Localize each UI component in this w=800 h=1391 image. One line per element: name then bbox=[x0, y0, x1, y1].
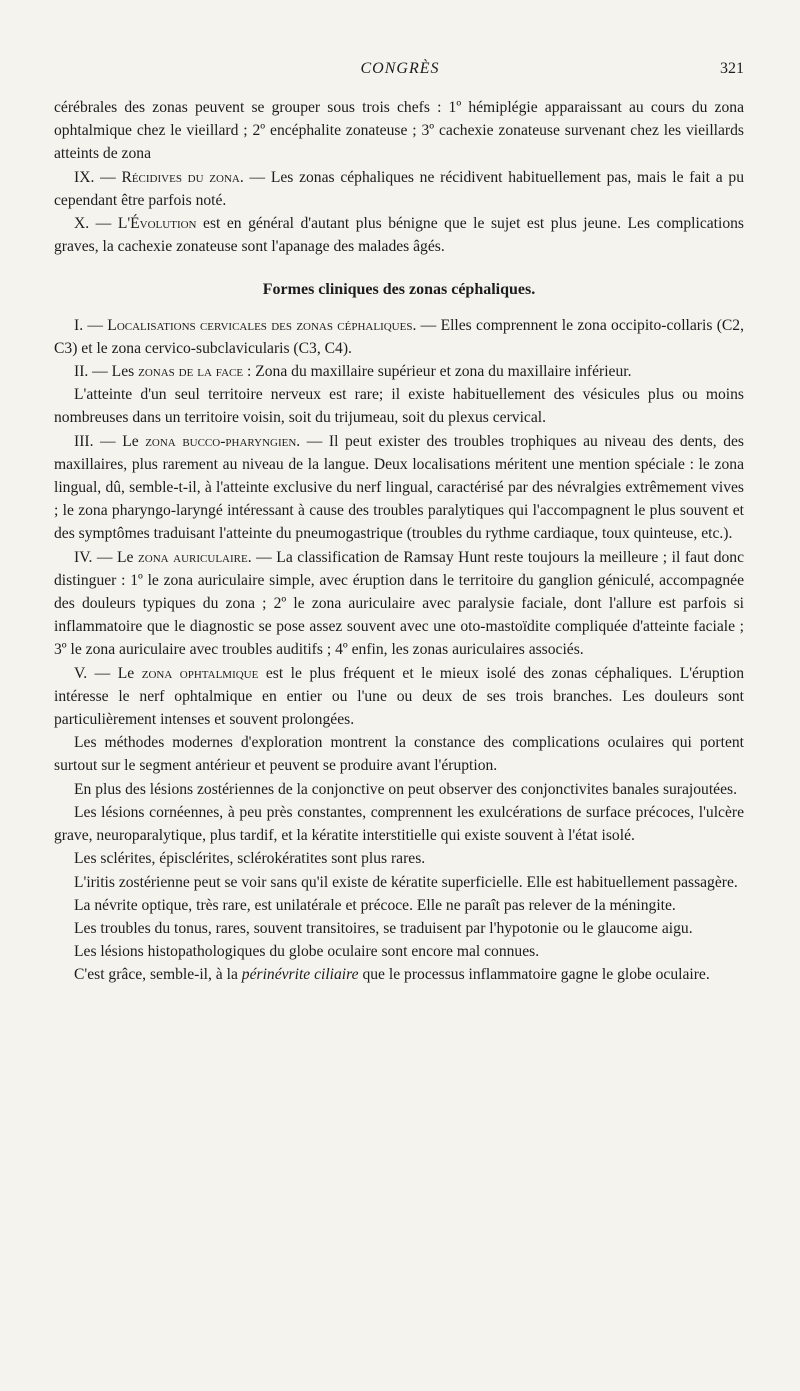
paragraph-methodes: Les méthodes modernes d'exploration montrent la constance des complications oculaires qui portent surtout sur le segment antérieur et peuvent se produire avant l'éruption. bbox=[54, 734, 744, 775]
paragraph-ix-heading: Récidives du zona. bbox=[121, 168, 244, 186]
paragraph-iv-auriculaire bbox=[54, 546, 744, 662]
paragraph-atteinte: L'atteinte d'un seul territoire nerveux est rare; il existe habituellement des vésicules plus ou moins nombreuses dans un territoire voisin, soit du trijumeau, soit du plexus cervical. bbox=[54, 386, 744, 427]
paragraph-i-heading: Localisations cervicales des zonas céphaliques. bbox=[107, 316, 417, 334]
paragraph-ix-number: IX. — bbox=[74, 168, 122, 186]
paragraph-nevrite: La névrite optique, très rare, est unilatérale et précoce. Elle ne paraît pas relever de la méningite. bbox=[74, 896, 676, 914]
paragraph-iritis: L'iritis zostérienne peut se voir sans qu'il existe de kératite superficielle. Elle est habituellement passagère. bbox=[74, 873, 738, 891]
paragraph-iii-heading: zona bucco-pharyngien. bbox=[145, 432, 301, 450]
page-number: 321 bbox=[720, 60, 744, 77]
paragraph-ix-recidives bbox=[54, 166, 744, 212]
paragraph-histopathologie: Les lésions histopathologiques du globe oculaire sont encore mal connues. bbox=[74, 943, 540, 961]
paragraph-iii-bucco bbox=[54, 430, 744, 546]
paragraph-ii-number: II. — Les bbox=[74, 363, 139, 381]
paragraph-iii-text: — Il peut exister des troubles trophiques au niveau des dents, des maxillaires, plus rarement au niveau de la langue. Deux localisations méritent une mention spéciale : le zona lingual, dû, semble-t-il, à l'atteinte exclusive du nerf lingual, caractérisé par des névralgies extrêmement vives ; le zona pharyngo-laryngé intéressant à cause des troubles paralytiques qui l'accompagnent le plus souvent et des symptômes traduisant l'atteinte du pneumogastrique (troubles du rythme cardiaque, toux quinteuse, etc.). bbox=[54, 432, 744, 543]
paragraph-ii-text: : Zona du maxillaire supérieur et zona du maxillaire inférieur. bbox=[243, 363, 632, 381]
paragraph-intro: cérébrales des zonas peuvent se grouper sous trois chefs : 1º hémiplégie apparaissant au cours du zona ophtalmique chez le vieillard ; 2º encéphalite zonateuse ; 3º cachexie zonateuse survenant chez les vieillards atteints de zona bbox=[54, 99, 744, 163]
paragraph-v-number: V. — Le bbox=[74, 664, 142, 682]
paragraph-perinevrite-lead: C'est grâce, semble-il, à la bbox=[74, 966, 242, 984]
paragraph-lesions-corneennes: Les lésions cornéennes, à peu près constantes, comprennent les exulcérations de surface précoces, l'ulcère grave, neuroparalytique, plus tardif, et la kératite interstitielle qui existe souvent à l'état isolé. bbox=[54, 803, 744, 845]
paragraph-ix-text: — Les zonas céphaliques ne récidivent habituellement pas, mais le fait a pu cependant être parfois noté. bbox=[54, 168, 744, 209]
paragraph-perinevrite-tail: que le processus inflammatoire gagne le globe oculaire. bbox=[358, 966, 710, 984]
paragraph-ii-face bbox=[54, 360, 744, 383]
paragraph-iii-number: III. — Le bbox=[74, 432, 146, 450]
paragraph-v-heading: zona ophtalmique bbox=[141, 664, 259, 682]
paragraph-sclerites: Les sclérites, épisclérites, sclérokératites sont plus rares. bbox=[74, 850, 426, 868]
paragraph-i-number: I. — bbox=[74, 316, 108, 334]
paragraph-v-text: est le plus fréquent et le mieux isolé des zonas céphaliques. L'éruption intéresse le nerf ophtalmique en entier ou l'une ou deux de ses trois branches. Les douleurs sont particulièrement intenses et souvent prolongées. bbox=[54, 664, 744, 729]
paragraph-x-heading: L'Évolution bbox=[117, 215, 197, 233]
paragraph-perinevrite bbox=[54, 963, 744, 986]
paragraph-i-localisations bbox=[54, 314, 744, 360]
paragraph-v-ophtalmique bbox=[54, 662, 744, 732]
paragraph-x-number: X. — bbox=[74, 215, 118, 233]
paragraph-x-text: est en général d'autant plus bénigne que le sujet est plus jeune. Les complications graves, la cachexie zonateuse sont l'apanage des malades âgés. bbox=[54, 215, 745, 256]
paragraph-iv-text: — La classification de Ramsay Hunt reste toujours la meilleure ; il faut donc distinguer : 1º le zona auriculaire simple, avec éruption dans le territoire du ganglion géniculé, accompagnée des douleurs typiques du zona ; 2º le zona auriculaire avec paralysie faciale, dont l'allure est parfois si inflammatoire que le diagnostic se pose assez souvent avec une oto-mastoïdite compliquée d'atteinte faciale ; 3º le zona auriculaire avec troubles auditifs ; 4º enfin, les zonas auriculaires associés. bbox=[54, 548, 745, 659]
running-title: CONGRÈS bbox=[360, 60, 440, 77]
paragraph-lesions-zosteriennes: En plus des lésions zostériennes de la conjonctive on peut observer des conjonctivites banales surajoutées. bbox=[74, 780, 737, 798]
paragraph-i-text: — Elles comprennent le zona occipito-collaris (C2, C3) et le zona cervico-subclavicularis (C3, C4). bbox=[54, 316, 744, 357]
paragraph-ii-heading: zonas de la face bbox=[138, 363, 244, 381]
page-body bbox=[54, 96, 744, 987]
paragraph-perinevrite-term: périnévrite ciliaire bbox=[241, 966, 359, 984]
paragraph-iv-heading: zona auriculaire. bbox=[138, 548, 252, 566]
paragraph-tonus: Les troubles du tonus, rares, souvent transitoires, se traduisent par l'hypotonie ou le glaucome aigu. bbox=[74, 919, 693, 937]
running-head bbox=[0, 60, 800, 84]
paragraph-iv-number: IV. — Le bbox=[74, 548, 139, 566]
section-heading: Formes cliniques des zonas céphaliques. bbox=[262, 281, 536, 299]
paragraph-x-evolution bbox=[54, 212, 744, 258]
